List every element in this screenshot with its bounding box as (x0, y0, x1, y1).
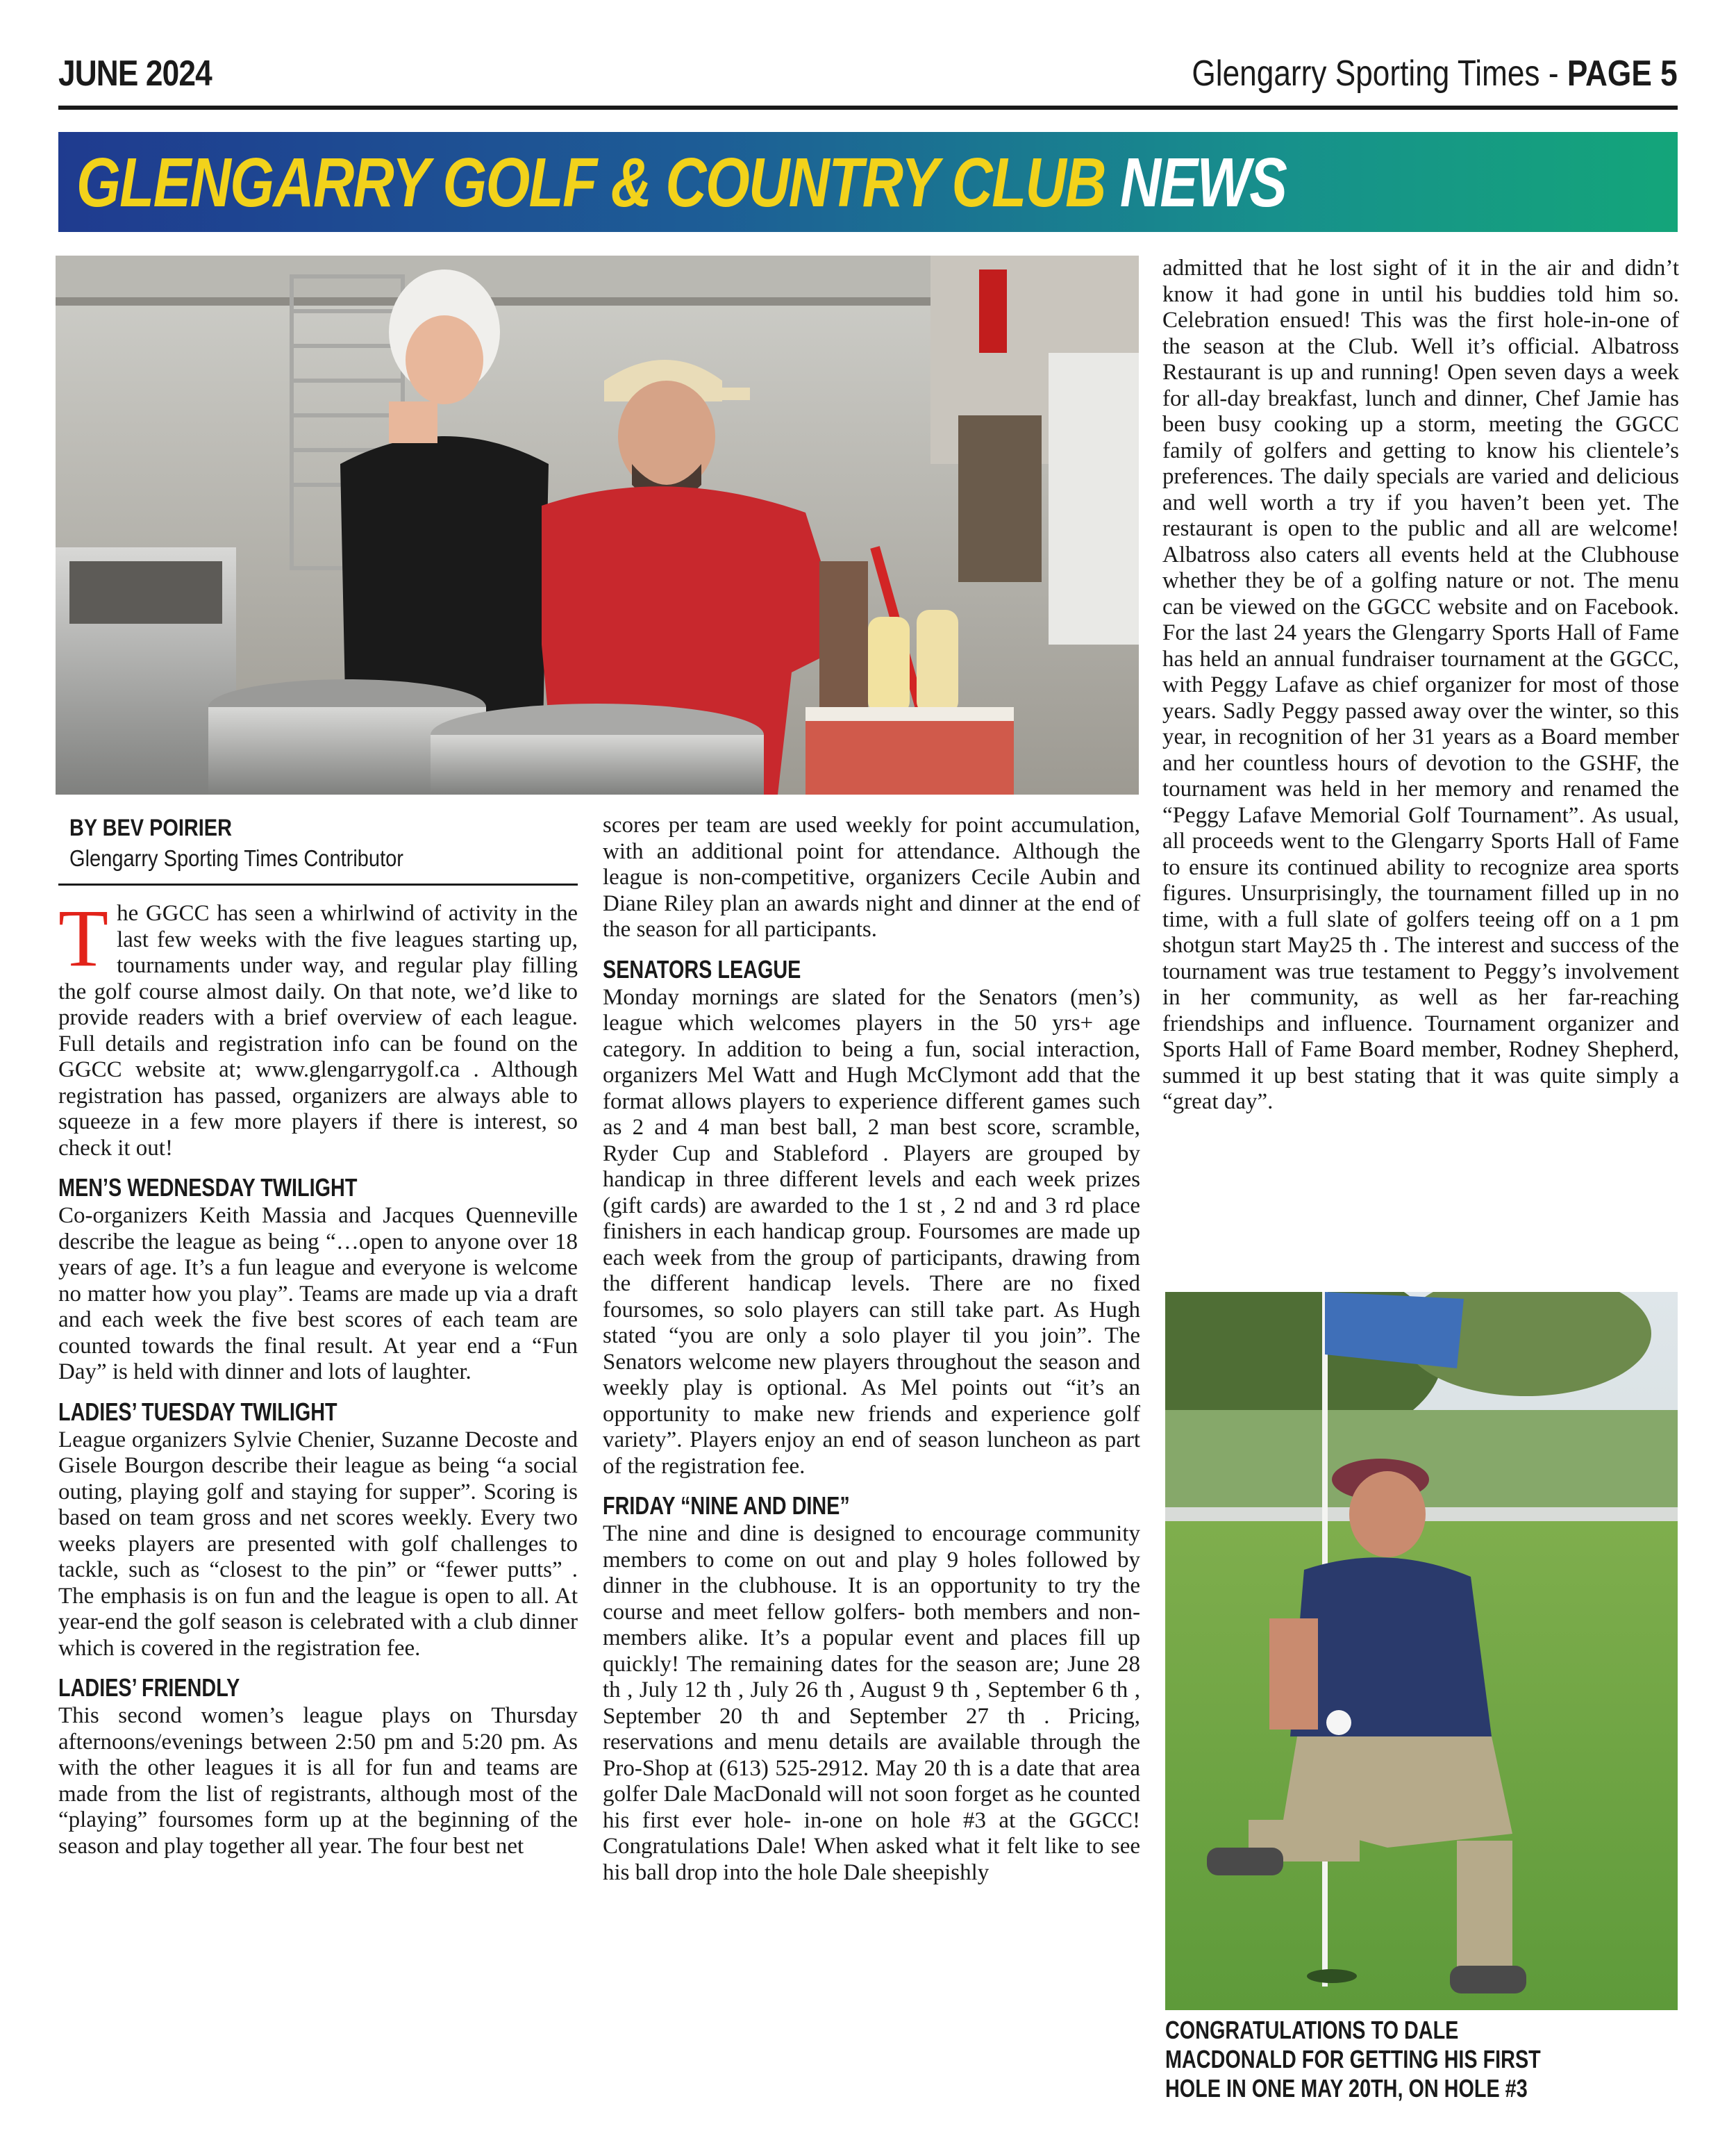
byline-author: BY BEV POIRIER (69, 815, 232, 841)
section-title-main: GLENGARRY GOLF & COUNTRY CLUB (76, 144, 1105, 222)
intro-text: he GGCC has seen a whirlwind of activity in the last few weeks with the five leagues starting up, tournaments under way, and regular play filling the golf course almost daily. On that note, we’d like to provide readers with a brief overview of each league. Full details and registration info can be found on the GGCC website at; www.glengarrygolf.ca . Although registration has passed, organizers are always able to squeeze in a few more players if there is interest, so check it out! (58, 901, 578, 1161)
hole-in-one-photo-illustration (1165, 1292, 1678, 2010)
column-3 (1162, 256, 1679, 1116)
column-3-text: admitted that he lost sight of it in the air and didn’t know it had gone in until his buddies told him so. Celebration ensued! This was the first hole-in-one of the season at the Club. Well it’s official. Albatross Restaurant is up and running! Open seven days a week for all-day breakfast, lunch and dinner, Chef Jamie has been busy cooking up a storm, meeting the GGCC family of golfers and getting to know his clientele’s preferences. The daily specials are varied and delicious and well worth a try if you haven’t been yet. The restaurant is open to the public and all are welcome! Albatross also caters all events held at the Clubhouse whether they be of a golfing nature or not. The menu can be viewed on the GGCC website and on Facebook. For the last 24 years the Glengarry Sports Hall of Fame has held an annual fundraiser tournament at the GGCC, with Peggy Lafave as chief organizer for most of those years. Sadly Peggy passed away over the winter, so this year, in recognition of her 31 years as a Board member and her countless hours of devotion to the GSHF, the tournament was held in her memory and renamed the “Peggy Lafave Memorial Golf Tournament”. As usual, all proceeds went to the Glengarry Sports Hall of Fame to ensure its continued ability to recognize area sports figures. Unsurprisingly, the tournament filled up in no time, with a full slate of golfers teeing off on a 1 pm shotgun start May25 th . The interest and success of the tournament was true testament to Peggy’s involvement in her community, as well as her far-reaching friendships and influence. Tournament organizer and Sports Hall of Fame Board member, Rodney Shepherd, summed it up best stating that it was quite simply a “great day”. (1162, 256, 1679, 1114)
mens-league-heading: MEN’S WEDNESDAY TWILIGHT (58, 1173, 358, 1202)
column-1 (58, 813, 578, 1859)
byline-rule (58, 884, 578, 886)
intro-paragraph (58, 893, 578, 1161)
nine-and-dine-text: The nine and dine is designed to encourage community members to come on out and play 9 holes followed by dinner in the clubhouse. It is an opportunity to try the course and meet fellow golfers- both members and non-members alike. It’s a popular event and places fill up quickly! The remaining dates for the season are; June 28 th , July 12 th , July 26 th , August 9 th , September 6 th , September 20 th and September 27 th . Pricing, reservations and menu details are available through the Pro-Shop at (613) 525-2912. May 20 th is a date that area golfer Dale MacDonald will not soon forget as he counted his first ever hole- in-one on hole #3 at the GGCC! Congratulations Dale! When asked what it felt like to see his ball drop into the hole Dale sheepishly (603, 1521, 1140, 1885)
section-title (76, 144, 1286, 221)
senators-league-heading: SENATORS LEAGUE (603, 954, 801, 984)
nine-and-dine-heading: FRIDAY “NINE AND DINE” (603, 1491, 850, 1520)
ladies-tuesday-text: League organizers Sylvie Chenier, Suzanne Decoste and Gisele Bourgon describe their league as being “a social outing, playing golf and staying for supper”. Scoring is based on team gross and net scores weekly. Every two weeks players are presented with golf challenges to tackle, such as “closest to the pin” or “fewer putts” . The emphasis is on fun and the league is open to all. At year-end the golf season is celebrated with a club dinner which is covered in the registration fee. (58, 1427, 578, 1661)
page-number: PAGE 5 (1567, 53, 1678, 94)
section-title-accent: NEWS (1119, 144, 1287, 222)
issue-date: JUNE 2024 (58, 53, 212, 94)
column-2 (603, 813, 1140, 1886)
drop-cap: T (58, 893, 109, 984)
byline-role: Glengarry Sporting Times Contributor (69, 845, 403, 871)
section-banner (58, 132, 1678, 232)
senators-league-text: Monday mornings are slated for the Senators (men’s) league which welcomes players in the 50 yrs+ age category. In addition to being a fun, social interaction, organizers Mel Watt and Hugh McClymont add that the format allows players to experience different games such as 2 and 4 man best ball, 2 man best score, scramble, Ryder Cup and Stableford . Players are grouped by handicap in three different levels and each week prizes (gift cards) are awarded to the 1 st , 2 nd and 3 rd place finishers in each handicap group. Foursomes are made up each week from the group of participants, drawing from the different handicap levels. There are no fixed foursomes, so solo players can still take part. As Hugh stated “you are only a solo player til you join”. The Senators welcome new players throughout the season and weekly play is optional. As Mel points out “it’s an opportunity to make new friends and experience golf variety”. Players enjoy an end of season luncheon as part of the registration fee. (603, 984, 1140, 1479)
publication-name: Glengarry Sporting Times - (1192, 53, 1568, 94)
publication-header (1192, 53, 1678, 94)
hole-in-one-photo (1165, 1292, 1678, 2010)
mens-league-text: Co-organizers Keith Massia and Jacques Quenneville describe the league as being “…open to anyone over 18 years of age. It’s a fun league and everyone is welcome no matter how you play”. Teams are made up via a draft and each week the five best scores of each team are counted towards the final result. At year end a “Fun Day” is held with dinner and lots of laughter. (58, 1203, 578, 1384)
ladies-friendly-heading: LADIES’ FRIENDLY (58, 1673, 240, 1702)
ladies-friendly-continued: scores per team are used weekly for point accumulation, with an additional point for attendance. Although the league is non-competitive, organizers Cecile Aubin and Diane Riley plan an awards night and dinner at the end of the season for all participants. (603, 813, 1140, 942)
kitchen-photo (56, 256, 1139, 795)
photo-caption: CONGRATULATIONS TO DALE MACDONALD FOR GETTING HIS FIRST HOLE IN ONE MAY 20TH, ON HOLE #3 (1165, 2016, 1541, 2103)
header-rule (58, 106, 1678, 110)
kitchen-photo-illustration (56, 256, 1139, 795)
ladies-tuesday-heading: LADIES’ TUESDAY TWILIGHT (58, 1397, 337, 1426)
ladies-friendly-text: This second women’s league plays on Thursday afternoons/evenings between 2:50 pm and 5:20 pm. As with the other leagues it is all for fun and teams are made from the list of registrants, although most of the “playing” foursomes form up at the beginning of the season and play together all year. The four best net (58, 1703, 578, 1859)
